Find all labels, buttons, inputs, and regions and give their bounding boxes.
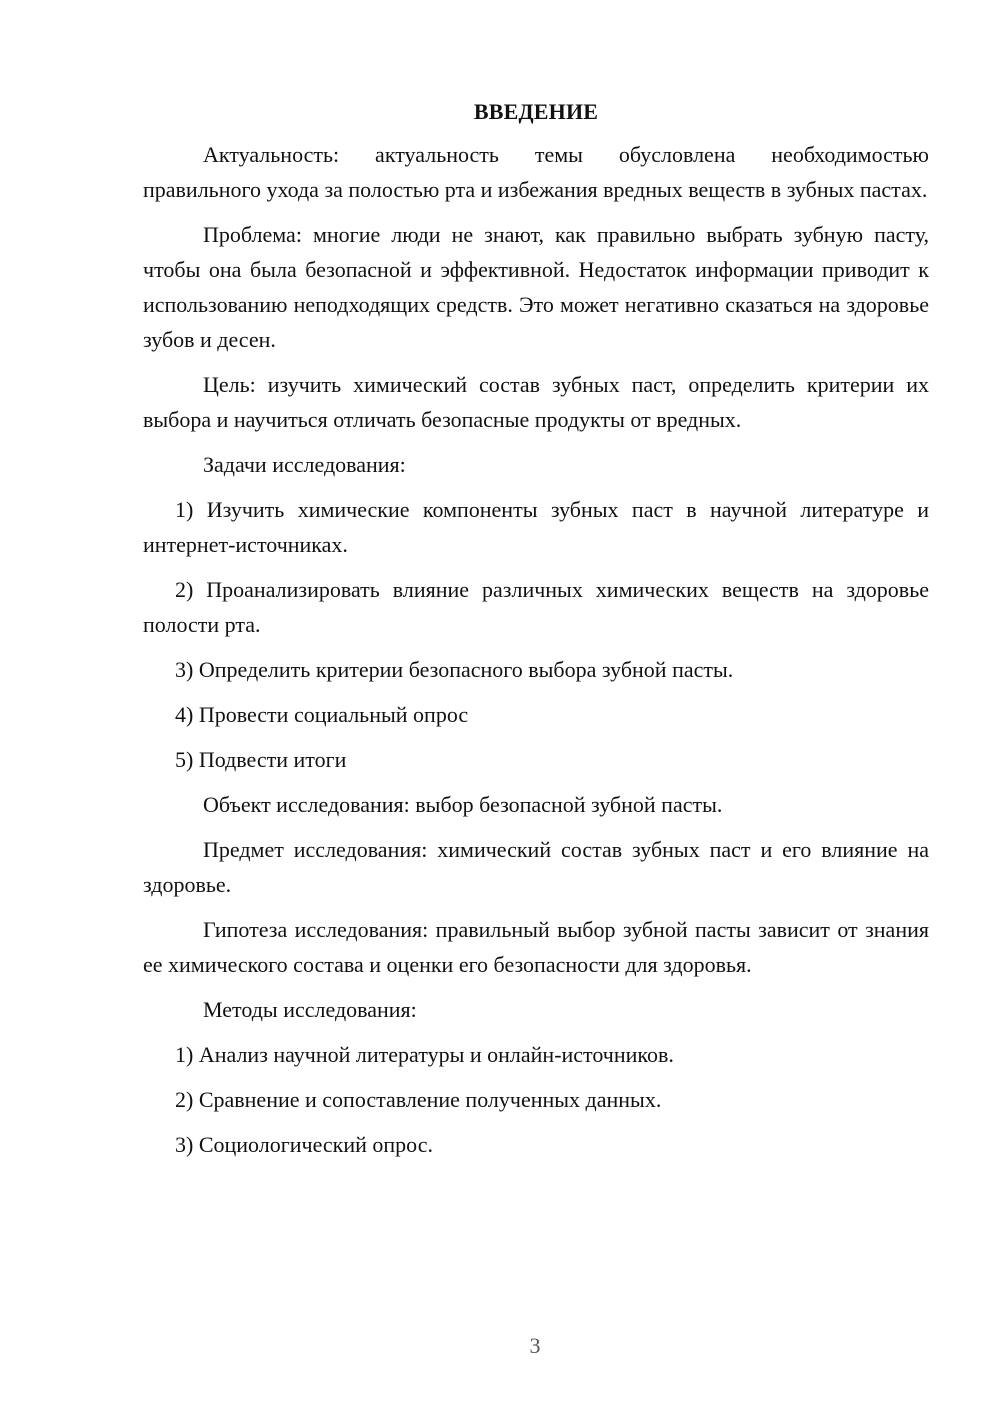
section-title: ВВЕДЕНИЕ <box>473 99 599 124</box>
task-item-4: 4) Провести социальный опрос <box>175 702 469 727</box>
task-item-3: 3) Определить критерии безопасного выбора зубной пасты. <box>175 657 734 682</box>
relevance-paragraph: Актуальность: актуальность темы обусловлена необходимостью правильного ухода за полостью рта и избежания вредных веществ в зубных пастах. <box>143 142 929 202</box>
method-item-2: 2) Сравнение и сопоставление полученных данных. <box>175 1087 662 1112</box>
research-object: Объект исследования: выбор безопасной зубной пасты. <box>203 792 723 817</box>
task-item-2: 2) Проанализировать влияние различных химических веществ на здоровье полости рта. <box>143 577 929 637</box>
task-item-5: 5) Подвести итоги <box>175 747 347 772</box>
method-item-3: 3) Социологический опрос. <box>175 1132 433 1157</box>
problem-paragraph: Проблема: многие люди не знают, как правильно выбрать зубную пасту, чтобы она была безопасной и эффективной. Недостаток информации приводит к использованию неподходящих средств. Это может негативно сказаться на здоровье зубов и десен. <box>143 222 929 352</box>
research-subject: Предмет исследования: химический состав зубных паст и его влияние на здоровье. <box>143 837 929 897</box>
methods-heading: Методы исследования: <box>203 997 417 1022</box>
tasks-heading: Задачи исследования: <box>203 452 406 477</box>
goal-paragraph: Цель: изучить химический состав зубных паст, определить критерии их выбора и научиться отличать безопасные продукты от вредных. <box>143 372 929 432</box>
method-item-1: 1) Анализ научной литературы и онлайн-источников. <box>175 1042 674 1067</box>
research-hypothesis: Гипотеза исследования: правильный выбор зубной пасты зависит от знания ее химического состава и оценки его безопасности для здоровья. <box>143 917 929 977</box>
page-number: 3 <box>529 1333 541 1358</box>
task-item-1: 1) Изучить химические компоненты зубных паст в научной литературе и интернет-источниках. <box>143 497 929 557</box>
page-content <box>143 95 929 1172</box>
